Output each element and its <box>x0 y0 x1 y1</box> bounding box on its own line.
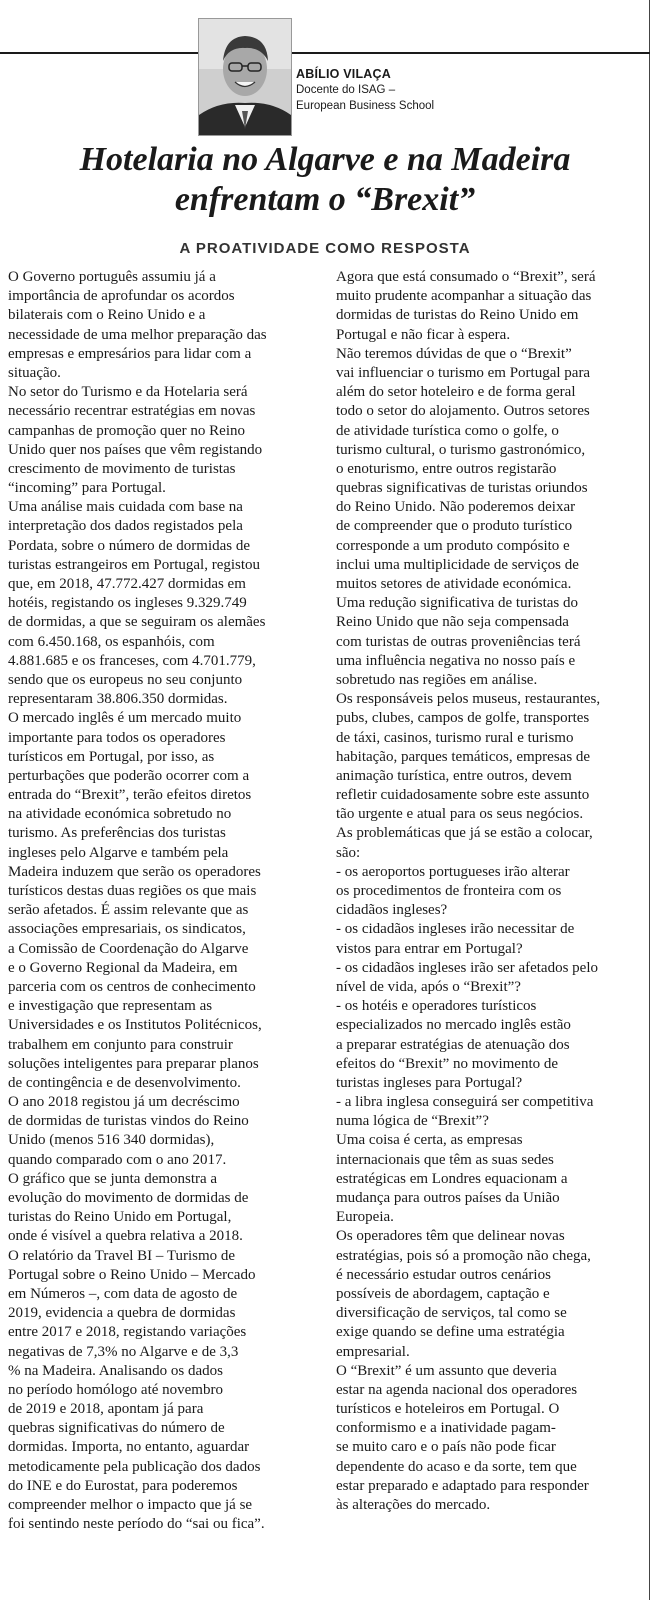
kicker: A PROATIVIDADE COMO RESPOSTA <box>179 240 471 257</box>
article-line: exige quando se define uma estratégia <box>336 1324 565 1341</box>
article-line: uma influência negativa no nosso país e <box>336 652 576 669</box>
article-line: vistos para entrar em Portugal? <box>336 940 523 957</box>
article-line: evolução do movimento de dormidas de <box>8 1190 249 1206</box>
article-line: turísticos e hoteleiros em Portugal. O <box>336 1401 560 1418</box>
article-line: de dormidas de turistas vindos do Reino <box>8 1113 249 1130</box>
article-line: nível de vida, após o “Brexit”? <box>336 978 521 995</box>
article-line: O relatório da Travel BI – Turismo de <box>8 1247 236 1264</box>
article-line: turismo cultural, o turismo gastronómico, <box>336 441 586 458</box>
article-line: sobretudo nas regiões em análise. <box>336 671 538 688</box>
article-line: diversificação de serviços, tal como se <box>336 1305 567 1322</box>
article-line: “incoming” para Portugal. <box>8 480 166 497</box>
article-line: turistas do Reino Unido em Portugal, <box>8 1209 232 1226</box>
article-line: Reino Unido que não seja compensada <box>336 614 569 631</box>
article-line: situação. <box>8 364 61 381</box>
author-portrait-illustration <box>199 19 291 135</box>
article-line: turísticos em Portugal, por isso, as <box>8 748 215 765</box>
article-line: Madeira induzem que serão os operadores <box>8 863 261 880</box>
article-line: negativas de 7,3% no Algarve e de 3,3 <box>8 1343 239 1360</box>
article-line: necessidade de uma melhor preparação das <box>8 326 267 343</box>
article-line: Uma análise mais cuidada com base na <box>8 499 243 516</box>
article-line: O ano 2018 registou já um decréscimo <box>8 1094 240 1111</box>
article-line: cidadãos ingleses? <box>336 902 448 919</box>
article-line: dependente do acaso e da sorte, tem que <box>336 1458 577 1475</box>
article-line: inclui uma multiplicidade de serviços de <box>336 556 579 573</box>
article-line: Universidades e os Institutos Politécnicos, <box>8 1017 262 1034</box>
article-line: compreender melhor o impacto que já se <box>8 1497 253 1513</box>
article-line: corresponde a um produto compósito e <box>336 537 570 554</box>
article-line: estar na agenda nacional dos operadores <box>336 1381 578 1398</box>
article-line: Não teremos dúvidas de que o “Brexit” <box>336 345 572 362</box>
article-line: parceria com os centros de conhecimento <box>8 978 256 995</box>
headline-line-1: Hotelaria no Algarve e na Madeira <box>79 141 571 178</box>
article-line: pubs, clubes, campos de golfe, transportes <box>336 710 590 727</box>
article-line: turísticos destas duas regiões os que mais <box>8 883 257 899</box>
author-photo <box>198 18 292 136</box>
article-line: necessário recentrar estratégias em novas <box>8 403 256 420</box>
article-line: do INE e do Eurostat, para poderemos <box>8 1477 238 1494</box>
article-line: bilaterais com o Reino Unido e a <box>8 307 206 324</box>
article-line: refletir cuidadosamente sobre este assunto <box>336 787 590 804</box>
article-line: às alterações do mercado. <box>336 1497 491 1513</box>
article-line: mudança para outros países da União <box>336 1190 560 1206</box>
article-line: Europeia. <box>336 1209 394 1226</box>
article-line: 4.881.685 e os franceses, com 4.701.779, <box>8 652 256 669</box>
article-line: Pordata, sobre o número de dormidas de <box>8 537 251 554</box>
article-line: internacionais que têm as suas sedes <box>336 1151 554 1168</box>
article-line: de compreender que o produto turístico <box>336 518 573 535</box>
article-line: Os responsáveis pelos museus, restaurantes, <box>336 691 601 708</box>
article-line: quebras significativas de turistas oriundos <box>336 480 588 497</box>
article-line: que, em 2018, 47.772.427 dormidas em <box>8 576 246 592</box>
article-line: tão urgente e atual para os seus negócios. <box>336 806 584 823</box>
article-line: em Números –, com data de agosto de <box>8 1285 238 1302</box>
article-line: No setor do Turismo e da Hotelaria será <box>8 384 248 401</box>
article-line: muitos setores de atividade económica. <box>336 576 572 592</box>
article-line: - a libra inglesa conseguirá ser competitiva <box>336 1094 594 1111</box>
article-line: e investigação que representam as <box>8 998 213 1015</box>
article-line: Portugal sobre o Reino Unido – Mercado <box>8 1266 256 1283</box>
article-line: os procedimentos de fronteira com os <box>336 883 562 899</box>
article-column-right <box>336 268 644 1515</box>
article-line: - os cidadãos ingleses irão ser afetados pelo <box>336 959 598 976</box>
article-line: Uma redução significativa de turistas do <box>336 595 579 612</box>
article-line: interpretação dos dados registados pela <box>8 518 243 535</box>
article-line: importância de aprofundar os acordos <box>8 288 235 305</box>
article-line: de 2019 e 2018, apontam já para <box>8 1401 204 1418</box>
article-line: soluções inteligentes para preparar planos <box>8 1055 259 1072</box>
article-line: Unido quer nos países que vêm registando <box>8 441 263 458</box>
author-name: ABÍLIO VILAÇA <box>296 67 391 81</box>
headline <box>0 140 650 220</box>
article-line: especializados no mercado inglês estão <box>336 1017 571 1034</box>
article-line: - os cidadãos ingleses irão necessitar de <box>336 921 575 938</box>
article-column-left <box>8 268 314 1534</box>
article-line: Unido (menos 516 340 dormidas), <box>8 1132 215 1149</box>
article-line: representaram 38.806.350 dormidas. <box>8 691 228 708</box>
article-line: todo o setor do alojamento. Outros setores <box>336 403 590 420</box>
article-line: empresas e empresários para lidar com a <box>8 345 252 362</box>
article-line: estratégias, pois só a promoção não chega, <box>336 1247 591 1264</box>
article-line: trabalhem em conjunto para construir <box>8 1036 233 1053</box>
article-line: no período homólogo até novembro <box>8 1381 223 1398</box>
article-line: a Comissão de Coordenação do Algarve <box>8 940 249 957</box>
article-line: de contingência e de desenvolvimento. <box>8 1074 241 1091</box>
article-line: com turistas de outras proveniências terá <box>336 633 581 650</box>
article-line: Os operadores têm que delinear novas <box>336 1228 565 1245</box>
article-line: ingleses pelo Algarve e também pela <box>8 844 229 861</box>
article-line: O gráfico que se junta demonstra a <box>8 1170 218 1187</box>
article-line: onde é visível a quebra relativa a 2018. <box>8 1228 243 1245</box>
article-line: turistas estrangeiros em Portugal, registou <box>8 556 261 573</box>
article-line: empresarial. <box>336 1343 410 1360</box>
article-line: de atividade turística como o golfe, o <box>336 422 559 439</box>
author-role-line-1: Docente do ISAG – <box>296 84 396 96</box>
article-line: - os aeroportos portugueses irão alterar <box>336 863 570 880</box>
author-byline <box>296 66 434 114</box>
article-line: de dormidas, a que se seguiram os alemães <box>8 614 266 631</box>
article-line: são: <box>336 844 361 861</box>
article-line: estar preparado e adaptado para responder <box>336 1477 589 1494</box>
article-line: associações empresariais, os sindicatos, <box>8 921 246 938</box>
article-line: possíveis de abordagem, captação e <box>336 1285 550 1302</box>
article-line: numa lógica de “Brexit”? <box>336 1113 489 1130</box>
article-line: na atividade económica sobretudo no <box>8 806 232 823</box>
article-line: Uma coisa é certa, as empresas <box>336 1132 523 1149</box>
article-line: do Reino Unido. Não poderemos deixar <box>336 499 576 516</box>
article-line: Agora que está consumado o “Brexit”, será <box>336 269 596 285</box>
article-line: se muito caro e o país não pode ficar <box>336 1439 556 1456</box>
article-line: perturbações que poderão ocorrer com a <box>8 767 250 784</box>
article-line: vai influenciar o turismo em Portugal para <box>336 364 591 381</box>
article-line: habitação, parques temáticos, empresas de <box>336 748 591 765</box>
article-line: quando comparado com o ano 2017. <box>8 1151 227 1168</box>
article-line: entrada do “Brexit”, terão efeitos diretos <box>8 787 252 804</box>
article-line: quebras significativas do número de <box>8 1420 225 1437</box>
article-line: turistas ingleses para Portugal? <box>336 1074 523 1091</box>
article-line: dormidas. Importa, no entanto, aguardar <box>8 1439 250 1456</box>
article-line: muito prudente acompanhar a situação das <box>336 288 592 305</box>
article-line: O “Brexit” é um assunto que deveria <box>336 1362 557 1379</box>
article-line: sendo que os europeus no seu conjunto <box>8 671 243 688</box>
article-line: Portugal e não ficar à espera. <box>336 326 511 343</box>
article-line: crescimento de movimento de turistas <box>8 460 236 477</box>
article-line: foi sentindo neste período do “sai ou fica”. <box>8 1516 265 1533</box>
article-line: O Governo português assumiu já a <box>8 269 216 285</box>
article-line: e o Governo Regional da Madeira, em <box>8 959 238 976</box>
article-line: com 6.450.168, os espanhóis, com <box>8 633 215 650</box>
article-line: dormidas de turistas do Reino Unido em <box>336 307 579 324</box>
article-line: metodicamente pela publicação dos dados <box>8 1458 261 1475</box>
article-line: - os hotéis e operadores turísticos <box>336 998 537 1015</box>
article-line: 2019, evidencia a quebra de dormidas <box>8 1305 236 1322</box>
article-line: é necessário estudar outros cenários <box>336 1266 551 1283</box>
header-rule <box>0 52 650 54</box>
article-line: turismo. As preferências dos turistas <box>8 825 226 842</box>
article-line: entre 2017 e 2018, registando variações <box>8 1324 247 1341</box>
article-line: As problemáticas que já se estão a colocar, <box>336 825 593 842</box>
article-line: a preparar estratégias de atenuação dos <box>336 1036 570 1053</box>
article-line: efeitos do “Brexit” no movimento de <box>336 1055 559 1072</box>
article-line: campanhas de promoção quer no Reino <box>8 422 246 439</box>
article-line: % na Madeira. Analisando os dados <box>8 1362 223 1379</box>
article-line: além do setor hoteleiro e de forma geral <box>336 384 576 401</box>
article-line: conformismo e a inatividade pagam- <box>336 1420 556 1437</box>
author-role-line-2: European Business School <box>296 100 435 112</box>
article-line: serão afetados. É assim relevante que as <box>8 902 249 919</box>
article-line: O mercado inglês é um mercado muito <box>8 710 242 727</box>
article-line: importante para todos os operadores <box>8 729 226 746</box>
article-line: o enoturismo, entre outros registarão <box>336 460 557 477</box>
article-line: estratégicas em Londres equacionam a <box>336 1170 568 1187</box>
headline-line-2: enfrentam o “Brexit” <box>174 181 476 218</box>
article-line: de táxi, casinos, turismo rural e turismo <box>336 729 574 746</box>
article-line: hotéis, registando os ingleses 9.329.749 <box>8 595 247 612</box>
article-line: animação turística, entre outros, devem <box>336 767 572 784</box>
